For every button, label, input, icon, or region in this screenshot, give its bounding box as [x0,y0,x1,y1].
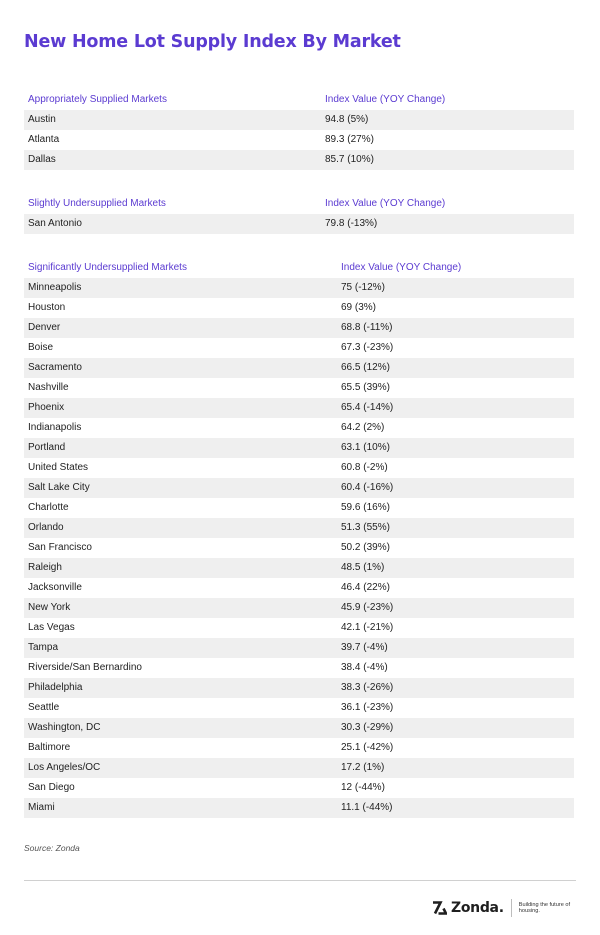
table-row [24,130,574,150]
market-section [24,90,574,170]
market-section [24,258,574,818]
market-name: Phoenix [28,402,65,413]
market-name: Raleigh [28,562,62,573]
section-heading: Appropriately Supplied Markets [28,94,167,105]
table-row [24,418,574,438]
index-value: 94.8 (5%) [325,114,369,125]
market-name: Nashville [28,382,69,393]
table-row [24,318,574,338]
market-name: Atlanta [28,134,60,145]
table-row [24,698,574,718]
brand-footer [432,898,571,918]
market-name: Austin [28,114,56,125]
section-header [24,258,574,278]
index-value: 65.5 (39%) [341,382,390,393]
market-name: Las Vegas [28,622,75,633]
value-column-heading: Index Value (YOY Change) [341,262,462,273]
market-name: Charlotte [28,502,69,513]
index-value: 69 (3%) [341,302,377,313]
section-header [24,90,574,110]
table-row [24,658,574,678]
market-section [24,194,574,234]
table-row [24,438,574,458]
section-header [24,194,574,214]
market-name: Los Angeles/OC [28,762,101,773]
index-value: 39.7 (-4%) [341,642,388,653]
market-name: Baltimore [28,742,71,753]
index-value: 79.8 (-13%) [325,218,378,229]
market-name: Washington, DC [28,722,101,733]
index-value: 66.5 (12%) [341,362,390,373]
market-name: Miami [28,802,55,813]
table-row [24,478,574,498]
index-value: 64.2 (2%) [341,422,385,433]
source-note: Source: Zonda [24,843,80,853]
index-value: 85.7 (10%) [325,154,374,165]
index-value: 11.1 (-44%) [341,802,393,813]
index-value: 60.8 (-2%) [341,462,388,473]
section-heading: Slightly Undersupplied Markets [28,198,166,209]
market-name: Dallas [28,154,56,165]
index-value: 36.1 (-23%) [341,702,394,713]
table-row [24,298,574,318]
table-row [24,214,574,234]
table-row [24,398,574,418]
market-name: Jacksonville [28,582,82,593]
index-value: 89.3 (27%) [325,134,374,145]
market-name: Philadelphia [28,682,83,693]
market-name: Minneapolis [28,282,82,293]
table-row [24,110,574,130]
footer-divider [24,880,576,881]
table-row [24,538,574,558]
value-column-heading: Index Value (YOY Change) [325,94,446,105]
table-row [24,150,574,170]
market-name: United States [28,462,89,473]
table-row [24,518,574,538]
market-name: Tampa [28,642,59,653]
market-name: Houston [28,302,66,313]
index-value: 38.3 (-26%) [341,682,394,693]
market-name: Riverside/San Bernardino [28,662,142,673]
market-name: Boise [28,342,54,353]
index-value: 50.2 (39%) [341,542,390,553]
index-value: 12 (-44%) [341,782,385,793]
table-row [24,558,574,578]
table-row [24,638,574,658]
index-value: 25.1 (-42%) [341,742,394,753]
market-name: San Antonio [28,218,82,229]
table-row [24,278,574,298]
table-row [24,498,574,518]
market-name: San Francisco [28,542,92,553]
market-name: Salt Lake City [28,482,90,493]
index-value: 30.3 (-29%) [341,722,394,733]
table-row [24,738,574,758]
market-name: Portland [28,442,66,453]
table-row [24,458,574,478]
index-value: 45.9 (-23%) [341,602,394,613]
index-value: 68.8 (-11%) [341,322,393,333]
value-column-heading: Index Value (YOY Change) [325,198,446,209]
brand-name: Zonda. [451,900,504,916]
index-value: 38.4 (-4%) [341,662,388,673]
market-name: Sacramento [28,362,82,373]
index-value: 48.5 (1%) [341,562,385,573]
index-value: 17.2 (1%) [341,762,385,773]
index-value: 63.1 (10%) [341,442,390,453]
index-value: 60.4 (-16%) [341,482,394,493]
table-row [24,358,574,378]
table-row [24,618,574,638]
table-row [24,758,574,778]
table-row [24,338,574,358]
market-name: New York [28,602,71,613]
zonda-z-icon [432,901,447,915]
index-value: 75 (-12%) [341,282,385,293]
table-row [24,718,574,738]
index-value: 46.4 (22%) [341,582,390,593]
index-value: 59.6 (16%) [341,502,390,513]
page-title: New Home Lot Supply Index By Market [24,32,401,52]
table-row [24,378,574,398]
table-row [24,678,574,698]
market-name: San Diego [28,782,75,793]
table-row [24,578,574,598]
index-value: 65.4 (-14%) [341,402,394,413]
table-row [24,598,574,618]
index-value: 42.1 (-21%) [341,622,394,633]
market-name: Seattle [28,702,60,713]
index-value: 51.3 (55%) [341,522,390,533]
market-name: Indianapolis [28,422,82,433]
brand-separator [511,899,512,917]
table-row [24,798,574,818]
brand-tagline: Building the future of housing. [518,901,571,914]
table-row [24,778,574,798]
market-name: Denver [28,322,61,333]
section-heading: Significantly Undersupplied Markets [28,262,187,273]
market-name: Orlando [28,522,64,533]
index-value: 67.3 (-23%) [341,342,394,353]
